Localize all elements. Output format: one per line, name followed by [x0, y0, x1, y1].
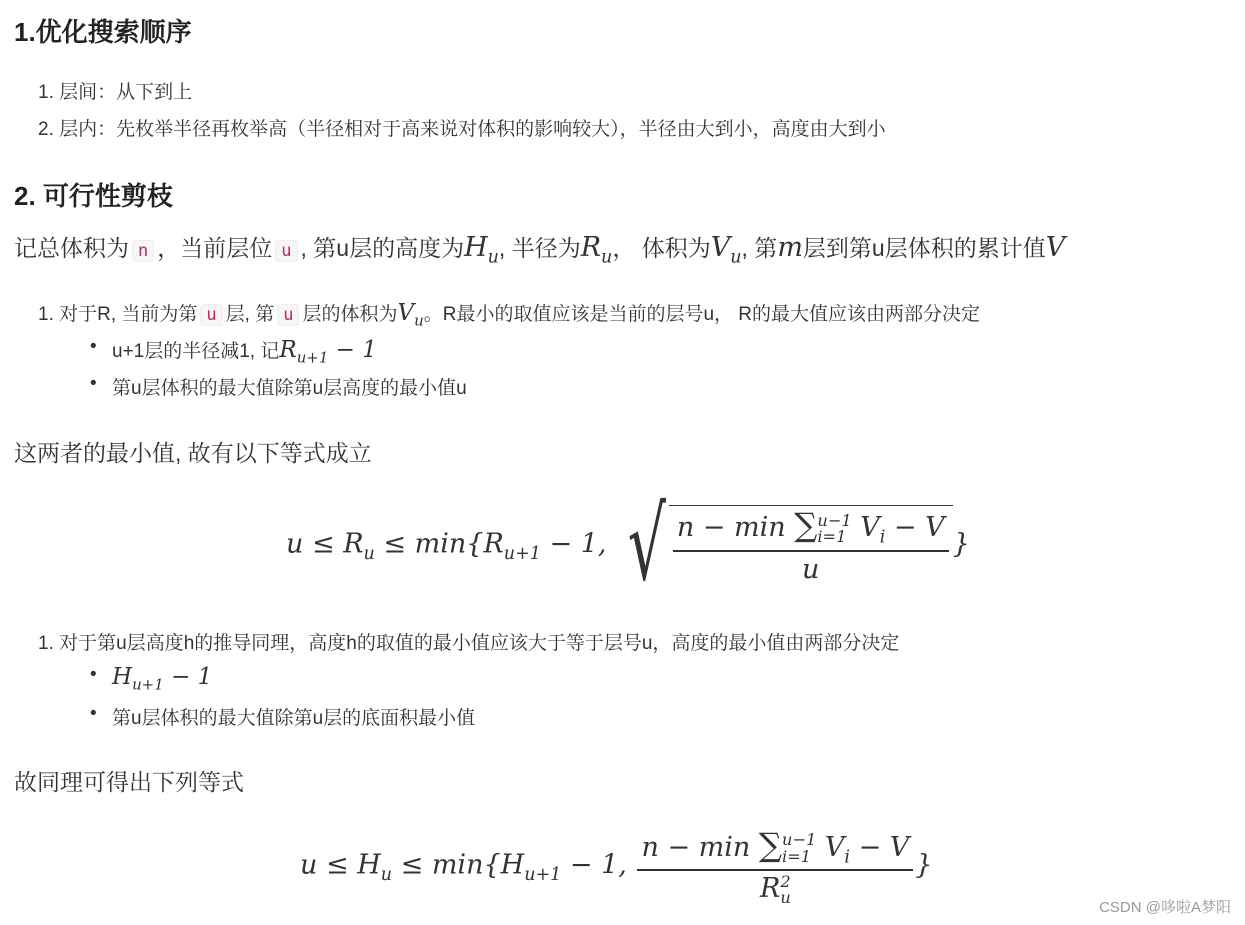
inline-code: u	[200, 304, 222, 326]
math: $V_u$	[710, 232, 742, 268]
watermark: CSDN @哆啦A梦阳	[1099, 899, 1231, 916]
section-2-heading: 2. 可行性剪枝	[14, 181, 173, 211]
inline-code: n	[132, 240, 154, 262]
formula-radius-bound: $u \le R_u \le \min\{R_{u+1} - 1$, √ n − min ∑ u−1 i=1 $V_i - V$ u }	[286, 486, 970, 603]
text: , 第	[741, 235, 778, 261]
math: $R_{u+1} - 1$	[279, 337, 377, 367]
list-item: 1. 对于R, 当前为第 u 层, 第 u 层的体积为$V_u$。R最小的取值应该是当前的层号u， R的最大值应该由两部分决定	[38, 300, 981, 330]
bullet-item: • u+1层的半径减1, 记$R_{u+1} - 1$	[90, 336, 377, 367]
text: ，当前层位	[157, 235, 273, 261]
inline-code: u	[275, 240, 297, 262]
text: , 第u层的高度为	[300, 235, 465, 261]
math: V	[1045, 232, 1066, 263]
math: $R_u$	[580, 232, 613, 268]
text: 记总体积为	[14, 235, 129, 261]
list-item: 2. 层内：先枚举半径再枚举高（半径相对于高来说对体积的影响较大），半径由大到小，高度由大到小	[38, 119, 886, 140]
text: 层到第u层体积的累计值	[802, 235, 1046, 261]
section-1-heading: 1.优化搜索顺序	[14, 17, 192, 47]
math: $H_{u+1} - 1$	[112, 664, 213, 694]
text: ， 体积为	[612, 235, 711, 261]
formula-height-bound: $u \le H_u \le \min\{H_{u+1} - 1$, n − min ∑ u−1 i=1 $V_i - V$ R 2 u }	[300, 826, 933, 907]
list-item: 1. 对于第u层高度h的推导同理，高度h的取值的最小值应该大于等于层号u，高度的最小值由两部分决定	[38, 633, 900, 654]
bullet-item	[90, 664, 212, 694]
math: $H_u$	[464, 232, 499, 268]
intro-paragraph	[14, 230, 1065, 267]
math: m	[777, 232, 803, 263]
list-item: 1. 层间：从下到上	[38, 82, 193, 103]
bullet-item: • 第u层体积的最大值除第u层的底面积最小值	[90, 703, 475, 730]
bullet-item: • 第u层体积的最大值除第u层高度的最小值u	[90, 373, 467, 400]
math: $V_u$	[397, 300, 424, 330]
text: , 半径为	[498, 235, 581, 261]
paragraph: 这两者的最小值, 故有以下等式成立	[14, 440, 372, 466]
paragraph: 故同理可得出下列等式	[14, 769, 244, 795]
inline-code: u	[277, 304, 299, 326]
